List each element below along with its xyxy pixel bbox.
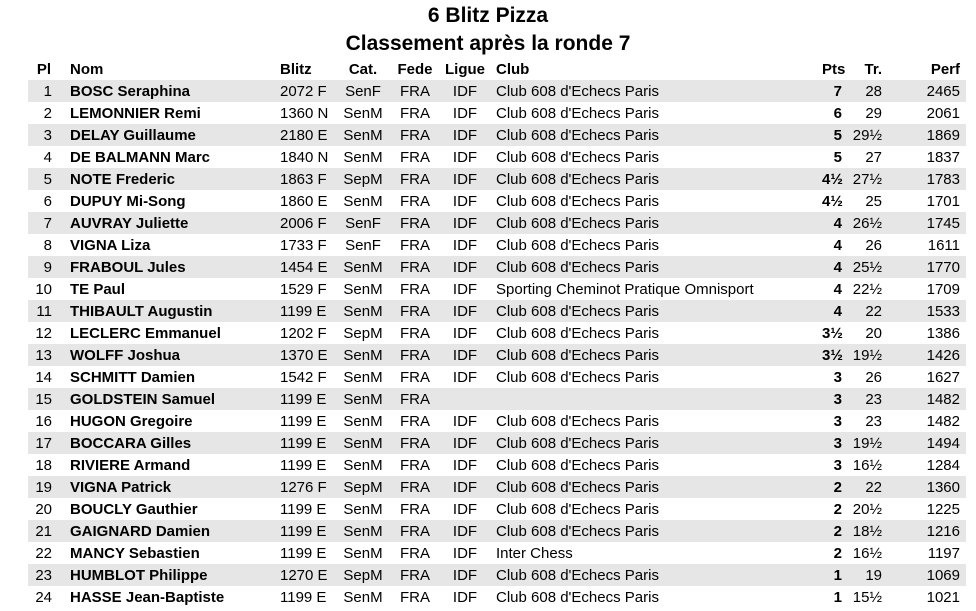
club-cell: Club 608 d'Echecs Paris [490,454,820,476]
federation-cell: FRA [390,256,440,278]
tiebreak-cell: 25 [844,190,884,212]
player-name: DE BALMANN Marc [60,146,278,168]
points-cell: 1 [820,564,844,586]
league-cell: IDF [440,410,490,432]
table-row [28,586,966,608]
player-name: DUPUY Mi-Song [60,190,278,212]
table-row [28,520,966,542]
category-cell: SenM [336,498,390,520]
league-cell: IDF [440,146,490,168]
header-nom: Nom [70,60,104,78]
performance-cell: 1611 [884,234,966,256]
tiebreak-cell: 19½ [844,344,884,366]
federation-cell: FRA [390,520,440,542]
blitz-rating: 1360 N [278,102,336,124]
points-cell: 4 [820,234,844,256]
performance-cell: 1069 [884,564,966,586]
player-name: HUGON Gregoire [60,410,278,432]
table-row [28,322,966,344]
place-cell: 24 [28,586,60,608]
club-cell [490,388,820,410]
club-cell: Club 608 d'Echecs Paris [490,498,820,520]
blitz-rating: 1863 F [278,168,336,190]
place-cell: 9 [28,256,60,278]
category-cell: SenM [336,432,390,454]
table-header [28,58,966,80]
club-cell: Club 608 d'Echecs Paris [490,410,820,432]
place-cell: 22 [28,542,60,564]
place-cell: 5 [28,168,60,190]
player-name: SCHMITT Damien [60,366,278,388]
points-cell: 5 [820,146,844,168]
league-cell: IDF [440,102,490,124]
points-cell: 3 [820,388,844,410]
club-cell: Club 608 d'Echecs Paris [490,146,820,168]
blitz-rating: 1199 E [278,300,336,322]
points-cell: 3 [820,454,844,476]
club-cell: Club 608 d'Echecs Paris [490,564,820,586]
place-cell: 7 [28,212,60,234]
tiebreak-cell: 25½ [844,256,884,278]
player-name: RIVIERE Armand [60,454,278,476]
blitz-rating: 1276 F [278,476,336,498]
performance-cell: 1701 [884,190,966,212]
place-cell: 2 [28,102,60,124]
player-name: DELAY Guillaume [60,124,278,146]
player-name: HUMBLOT Philippe [60,564,278,586]
tiebreak-cell: 19 [844,564,884,586]
performance-cell: 1482 [884,388,966,410]
blitz-rating: 1199 E [278,498,336,520]
federation-cell: FRA [390,124,440,146]
player-name: WOLFF Joshua [60,344,278,366]
tiebreak-cell: 26 [844,366,884,388]
tiebreak-cell: 16½ [844,454,884,476]
club-cell: Club 608 d'Echecs Paris [490,256,820,278]
league-cell: IDF [440,476,490,498]
federation-cell: FRA [390,344,440,366]
league-cell: IDF [440,278,490,300]
player-name: VIGNA Liza [60,234,278,256]
club-cell: Club 608 d'Echecs Paris [490,212,820,234]
blitz-rating: 1199 E [278,410,336,432]
player-name: GAIGNARD Damien [60,520,278,542]
table-row [28,278,966,300]
club-cell: Club 608 d'Echecs Paris [490,476,820,498]
category-cell: SenM [336,256,390,278]
points-cell: 4½ [820,190,844,212]
category-cell: SenM [336,102,390,124]
place-cell: 21 [28,520,60,542]
league-cell: IDF [440,432,490,454]
tiebreak-cell: 27½ [844,168,884,190]
league-cell: IDF [440,80,490,102]
place-cell: 1 [28,80,60,102]
table-body [28,80,966,608]
place-cell: 13 [28,344,60,366]
table-row [28,542,966,564]
federation-cell: FRA [390,586,440,608]
category-cell: SenM [336,124,390,146]
tiebreak-cell: 26 [844,234,884,256]
player-name: HASSE Jean-Baptiste [60,586,278,608]
table-row [28,190,966,212]
performance-cell: 1869 [884,124,966,146]
performance-cell: 1494 [884,432,966,454]
player-name: TE Paul [60,278,278,300]
performance-cell: 1627 [884,366,966,388]
header-club: Club [496,60,530,78]
league-cell: IDF [440,498,490,520]
category-cell: SepM [336,476,390,498]
category-cell: SenM [336,586,390,608]
blitz-rating: 1370 E [278,344,336,366]
league-cell: IDF [440,564,490,586]
category-cell: SenM [336,344,390,366]
page-header [0,0,976,58]
league-cell: IDF [440,300,490,322]
tiebreak-cell: 26½ [844,212,884,234]
place-cell: 11 [28,300,60,322]
performance-cell: 1426 [884,344,966,366]
place-cell: 18 [28,454,60,476]
tiebreak-cell: 19½ [844,432,884,454]
table-row [28,146,966,168]
blitz-rating: 1860 E [278,190,336,212]
performance-cell: 1709 [884,278,966,300]
federation-cell: FRA [390,212,440,234]
tiebreak-cell: 15½ [844,586,884,608]
category-cell: SenM [336,366,390,388]
points-cell: 3 [820,410,844,432]
tiebreak-cell: 23 [844,388,884,410]
club-cell: Club 608 d'Echecs Paris [490,366,820,388]
table-row [28,476,966,498]
federation-cell: FRA [390,190,440,212]
category-cell: SenF [336,234,390,256]
tiebreak-cell: 16½ [844,542,884,564]
table-row [28,234,966,256]
tiebreak-cell: 23 [844,410,884,432]
category-cell: SepM [336,168,390,190]
blitz-rating: 1199 E [278,520,336,542]
federation-cell: FRA [390,278,440,300]
table-row [28,410,966,432]
league-cell: IDF [440,168,490,190]
table-row [28,432,966,454]
place-cell: 23 [28,564,60,586]
club-cell: Club 608 d'Echecs Paris [490,432,820,454]
league-cell: IDF [440,542,490,564]
federation-cell: FRA [390,234,440,256]
club-cell: Club 608 d'Echecs Paris [490,80,820,102]
table-row [28,102,966,124]
performance-cell: 1482 [884,410,966,432]
federation-cell: FRA [390,146,440,168]
performance-cell: 1783 [884,168,966,190]
league-cell: IDF [440,212,490,234]
place-cell: 15 [28,388,60,410]
tiebreak-cell: 18½ [844,520,884,542]
club-cell: Club 608 d'Echecs Paris [490,586,820,608]
club-cell: Sporting Cheminot Pratique Omnisport [490,278,820,300]
points-cell: 2 [820,498,844,520]
club-cell: Club 608 d'Echecs Paris [490,520,820,542]
federation-cell: FRA [390,366,440,388]
points-cell: 6 [820,102,844,124]
player-name: LECLERC Emmanuel [60,322,278,344]
place-cell: 16 [28,410,60,432]
club-cell: Club 608 d'Echecs Paris [490,322,820,344]
blitz-rating: 1199 E [278,454,336,476]
player-name: AUVRAY Juliette [60,212,278,234]
club-cell: Club 608 d'Echecs Paris [490,102,820,124]
points-cell: 4 [820,300,844,322]
points-cell: 4 [820,278,844,300]
tiebreak-cell: 22½ [844,278,884,300]
category-cell: SenM [336,520,390,542]
blitz-rating: 1202 F [278,322,336,344]
performance-cell: 2465 [884,80,966,102]
federation-cell: FRA [390,102,440,124]
category-cell: SenM [336,388,390,410]
tiebreak-cell: 27 [844,146,884,168]
table-row [28,80,966,102]
performance-cell: 1770 [884,256,966,278]
points-cell: 3 [820,366,844,388]
player-name: THIBAULT Augustin [60,300,278,322]
header-blitz: Blitz [280,60,312,78]
category-cell: SenM [336,278,390,300]
league-cell: IDF [440,366,490,388]
federation-cell: FRA [390,80,440,102]
header-row [28,58,966,80]
federation-cell: FRA [390,322,440,344]
header-fede: Fede [397,60,433,78]
category-cell: SenM [336,190,390,212]
performance-cell: 1745 [884,212,966,234]
category-cell: SenM [336,410,390,432]
table-row [28,366,966,388]
player-name: LEMONNIER Remi [60,102,278,124]
league-cell: IDF [440,322,490,344]
club-cell: Club 608 d'Echecs Paris [490,124,820,146]
performance-cell: 1225 [884,498,966,520]
standings-table [28,58,966,608]
tiebreak-cell: 22 [844,476,884,498]
place-cell: 8 [28,234,60,256]
federation-cell: FRA [390,410,440,432]
page-title: 6 Blitz Pizza [427,4,549,27]
table-row [28,168,966,190]
table-row [28,498,966,520]
category-cell: SenM [336,542,390,564]
performance-cell: 1360 [884,476,966,498]
league-cell: IDF [440,520,490,542]
performance-cell: 1216 [884,520,966,542]
category-cell: SenF [336,80,390,102]
blitz-rating: 2072 F [278,80,336,102]
league-cell: IDF [440,124,490,146]
blitz-rating: 2180 E [278,124,336,146]
federation-cell: FRA [390,542,440,564]
league-cell: IDF [440,256,490,278]
header-ligue: Ligue [445,60,485,78]
points-cell: 5 [820,124,844,146]
table-row [28,454,966,476]
player-name: MANCY Sebastien [60,542,278,564]
place-cell: 20 [28,498,60,520]
player-name: NOTE Frederic [60,168,278,190]
club-cell: Club 608 d'Echecs Paris [490,190,820,212]
performance-cell: 2061 [884,102,966,124]
performance-cell: 1021 [884,586,966,608]
points-cell: 7 [820,80,844,102]
league-cell: IDF [440,234,490,256]
blitz-rating: 1733 F [278,234,336,256]
blitz-rating: 1270 E [278,564,336,586]
club-cell: Inter Chess [490,542,820,564]
performance-cell: 1837 [884,146,966,168]
club-cell: Club 608 d'Echecs Paris [490,344,820,366]
player-name: GOLDSTEIN Samuel [60,388,278,410]
federation-cell: FRA [390,498,440,520]
league-cell: IDF [440,586,490,608]
points-cell: 4 [820,256,844,278]
place-cell: 12 [28,322,60,344]
federation-cell: FRA [390,300,440,322]
federation-cell: FRA [390,388,440,410]
blitz-rating: 2006 F [278,212,336,234]
header-perf: Perf [930,60,960,78]
place-cell: 6 [28,190,60,212]
league-cell: IDF [440,344,490,366]
category-cell: SepM [336,322,390,344]
points-cell: 2 [820,476,844,498]
points-cell: 4½ [820,168,844,190]
tiebreak-cell: 20 [844,322,884,344]
tiebreak-cell: 29 [844,102,884,124]
table-row [28,124,966,146]
table-row [28,256,966,278]
tiebreak-cell: 28 [844,80,884,102]
performance-cell: 1284 [884,454,966,476]
page-subtitle: Classement après la ronde 7 [345,32,631,55]
league-cell: IDF [440,454,490,476]
federation-cell: FRA [390,168,440,190]
club-cell: Club 608 d'Echecs Paris [490,168,820,190]
category-cell: SenM [336,146,390,168]
club-cell: Club 608 d'Echecs Paris [490,234,820,256]
header-tr: Tr. [864,60,882,78]
points-cell: 2 [820,520,844,542]
table-row [28,344,966,366]
performance-cell: 1386 [884,322,966,344]
blitz-rating: 1542 F [278,366,336,388]
tiebreak-cell: 20½ [844,498,884,520]
tiebreak-cell: 22 [844,300,884,322]
header-cat: Cat. [348,60,378,78]
league-cell: IDF [440,190,490,212]
category-cell: SenM [336,300,390,322]
place-cell: 3 [28,124,60,146]
place-cell: 19 [28,476,60,498]
blitz-rating: 1840 N [278,146,336,168]
category-cell: SenM [336,454,390,476]
points-cell: 1 [820,586,844,608]
player-name: FRABOUL Jules [60,256,278,278]
player-name: BOUCLY Gauthier [60,498,278,520]
performance-cell: 1197 [884,542,966,564]
table-row [28,212,966,234]
place-cell: 4 [28,146,60,168]
performance-cell: 1533 [884,300,966,322]
federation-cell: FRA [390,454,440,476]
place-cell: 14 [28,366,60,388]
federation-cell: FRA [390,564,440,586]
club-cell: Club 608 d'Echecs Paris [490,300,820,322]
blitz-rating: 1199 E [278,542,336,564]
federation-cell: FRA [390,432,440,454]
table-row [28,564,966,586]
category-cell: SenF [336,212,390,234]
player-name: VIGNA Patrick [60,476,278,498]
category-cell: SepM [336,564,390,586]
table-row [28,300,966,322]
blitz-rating: 1199 E [278,586,336,608]
tiebreak-cell: 29½ [844,124,884,146]
points-cell: 3½ [820,322,844,344]
points-cell: 2 [820,542,844,564]
player-name: BOCCARA Gilles [60,432,278,454]
points-cell: 3½ [820,344,844,366]
federation-cell: FRA [390,476,440,498]
points-cell: 3 [820,432,844,454]
player-name: BOSC Seraphina [60,80,278,102]
header-pts: Pts [822,60,846,78]
blitz-rating: 1529 F [278,278,336,300]
blitz-rating: 1199 E [278,432,336,454]
points-cell: 4 [820,212,844,234]
header-pl: Pl [36,60,52,78]
league-cell [440,388,490,410]
place-cell: 17 [28,432,60,454]
table-row [28,388,966,410]
blitz-rating: 1199 E [278,388,336,410]
place-cell: 10 [28,278,60,300]
blitz-rating: 1454 E [278,256,336,278]
